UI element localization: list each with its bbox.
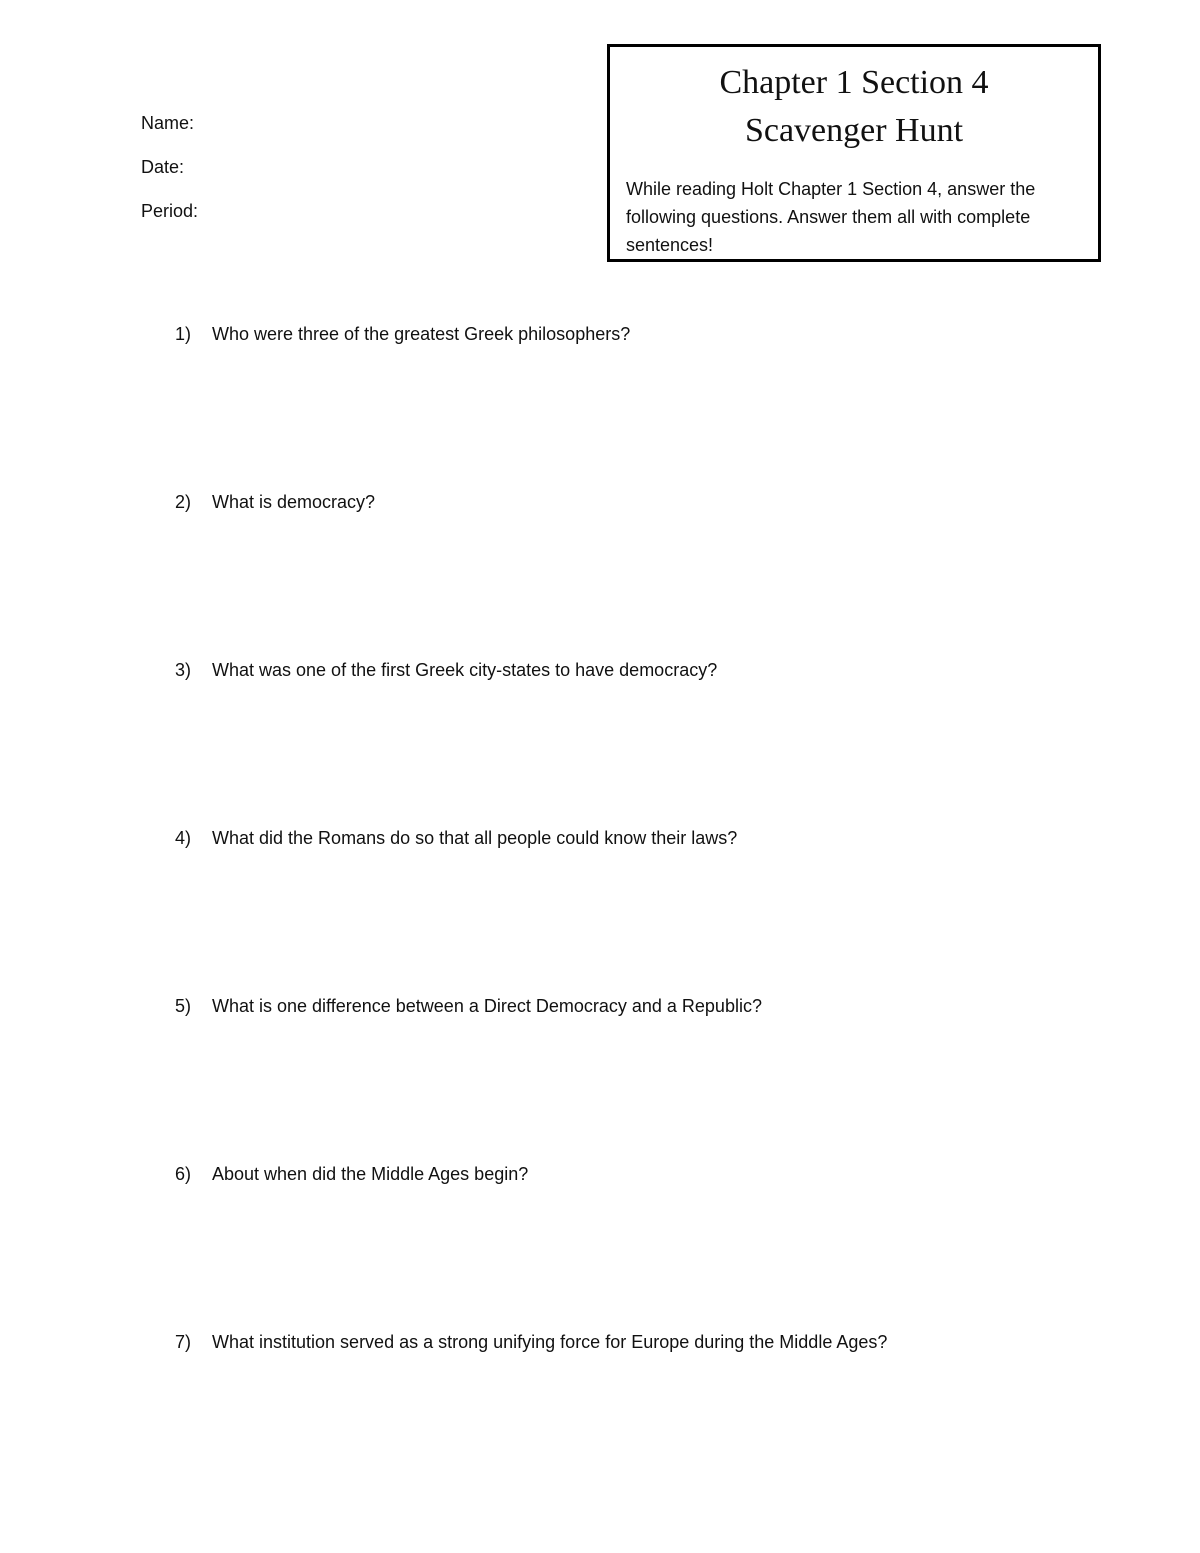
question-item: [175, 992, 1075, 1020]
question-text: What was one of the first Greek city-states to have democracy?: [212, 660, 718, 680]
question-text: Who were three of the greatest Greek philosophers?: [212, 324, 631, 344]
question-text: What is one difference between a Direct Democracy and a Republic?: [212, 996, 762, 1016]
question-item: [175, 320, 1075, 348]
question-text: What did the Romans do so that all people could know their laws?: [212, 828, 738, 848]
question-text: What institution served as a strong unifying force for Europe during the Middle Ages?: [212, 1332, 888, 1352]
worksheet-title-line2: Scavenger Hunt: [744, 112, 964, 149]
question-number: 3): [175, 660, 192, 680]
question-item: [175, 1328, 1075, 1356]
question-item: [175, 824, 1075, 852]
date-label: Date:: [141, 157, 185, 177]
title-box: [607, 44, 1101, 262]
student-info-block: [141, 101, 198, 233]
question-number: 5): [175, 996, 192, 1016]
name-label: Name:: [141, 113, 195, 133]
period-label: Period:: [141, 201, 199, 221]
question-number: 2): [175, 492, 192, 512]
question-number: 7): [175, 1332, 192, 1352]
instructions-text: While reading Holt Chapter 1 Section 4, answer the following questions. Answer them all with complete sentences!: [626, 179, 1036, 255]
worksheet-title-line1: Chapter 1 Section 4: [719, 64, 989, 101]
question-number: 6): [175, 1164, 192, 1184]
question-item: [175, 1160, 1075, 1188]
question-text: What is democracy?: [212, 492, 376, 512]
question-number: 4): [175, 828, 192, 848]
question-item: [175, 488, 1075, 516]
question-number: 1): [175, 324, 192, 344]
question-text: About when did the Middle Ages begin?: [212, 1164, 529, 1184]
question-item: [175, 656, 1075, 684]
